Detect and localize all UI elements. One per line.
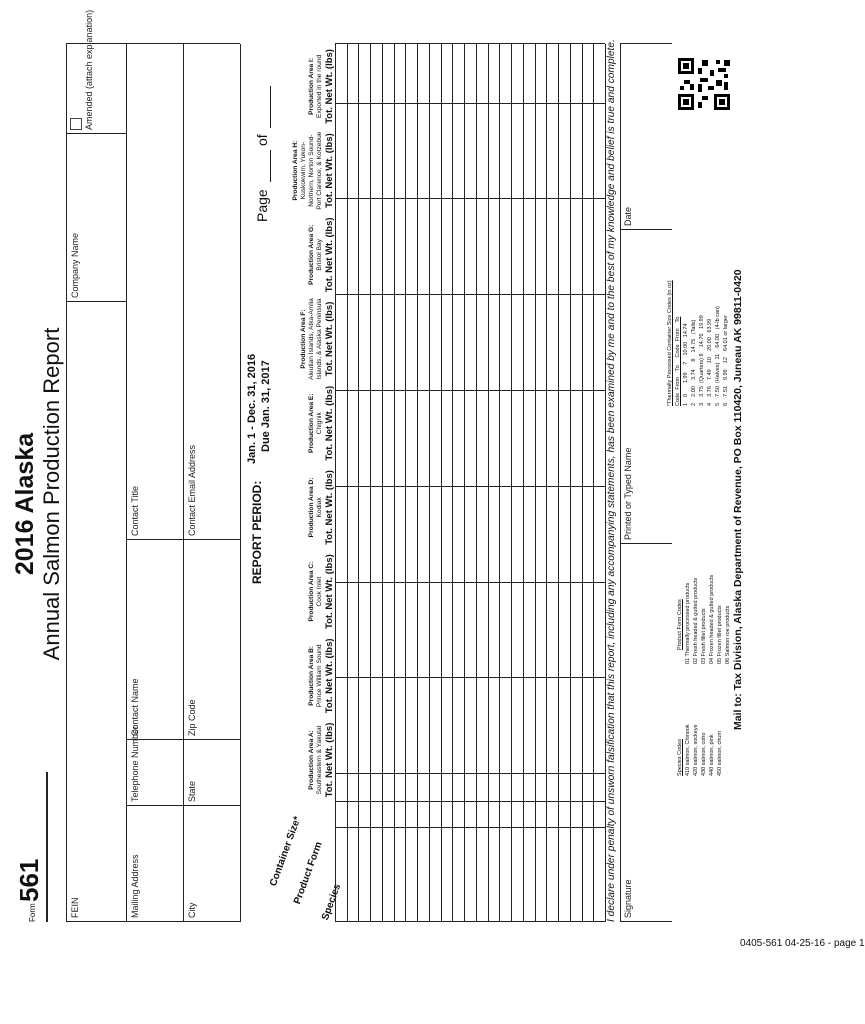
production-area-header: [164, 465, 334, 549]
contact-email-label: Contact Email Address: [187, 444, 197, 536]
species-header: Species: [320, 882, 344, 922]
species-code-item: 410 salmon, Chinook: [685, 724, 691, 776]
table-row-line: [535, 44, 536, 922]
container-size-codes-legend: [666, 236, 730, 406]
production-area-name: Production Area C:: [308, 561, 315, 622]
species-code-item: 430 salmon, coho: [701, 732, 707, 776]
production-area-name: Production Area I:: [308, 57, 315, 115]
rotated-column-headers: [248, 792, 344, 922]
production-area-header: [164, 129, 334, 213]
total-net-weight-label: Tot. Net Wt. (lbs): [324, 49, 335, 124]
production-area-description: Kuskokwim, Yukon-Northern, Norton Sound-Port Clarence, & Kotzebue: [300, 131, 323, 210]
container-code-row: 1 0 1.99 7 10.00 14.74: [683, 323, 689, 406]
product-form-code-item: 06 Salmon roe products: [725, 605, 731, 664]
table-row-line: [335, 44, 336, 922]
form-number: 561: [14, 858, 44, 902]
table-row-line: [394, 44, 395, 922]
table-row-line: [429, 44, 430, 922]
table-row-line: [593, 44, 594, 922]
total-net-weight-label: Tot. Net Wt. (lbs): [324, 470, 335, 545]
total-net-weight-label: Tot. Net Wt. (lbs): [324, 217, 335, 293]
production-area-name: Production Area H:: [292, 140, 299, 201]
production-area-header: [164, 297, 334, 381]
qr-code-icon: [676, 56, 732, 112]
table-row-line: [488, 44, 489, 922]
production-area-description: Bristol Bay: [316, 239, 323, 271]
mailing-address-field[interactable]: [126, 806, 183, 922]
container-code-row: 5 7.50 (Halves) 11 64.00 (4-lb can): [715, 306, 721, 406]
printed-name-field[interactable]: [620, 230, 672, 544]
contact-title-label: Contact Title: [130, 485, 140, 536]
production-area-name: Production Area B:: [308, 645, 315, 706]
production-area-header: [164, 718, 334, 802]
date-label: Date: [623, 206, 633, 226]
product-form-code-item: 02 Fresh headed & gutted products: [693, 577, 699, 664]
table-row-line: [582, 44, 583, 922]
production-area-name: Production Area G:: [308, 224, 315, 285]
production-area-description: Aleutian Islands, Atka-Amlia Islands, & Alaska Peninsula: [308, 298, 323, 380]
production-area-name: Production Area D:: [308, 477, 315, 538]
table-column-line: [335, 773, 605, 774]
table-row-line: [417, 44, 418, 922]
signature-field[interactable]: [620, 544, 672, 922]
product-form-code-item: 04 Frozen headed & gutted products: [709, 574, 715, 664]
amended-label: Amended (attach explanation): [84, 9, 94, 130]
production-area-header: [164, 44, 334, 128]
table-column-line: [335, 582, 605, 583]
form-footer: 0405-561 04-25-16 - page 1: [740, 938, 865, 949]
production-area-name: Production Area A:: [308, 730, 315, 790]
table-row-line: [441, 44, 442, 922]
printed-name-label: Printed or Typed Name: [623, 447, 633, 540]
species-code-item: 450 salmon, chum: [717, 731, 723, 776]
city-label: City: [187, 902, 197, 918]
product-form-codes-legend: [676, 504, 732, 664]
container-codes-header: Code From To Code From To: [675, 316, 681, 406]
product-form-codes-title: Product Form Codes: [677, 599, 683, 650]
production-area-description: Southeastern & Yakutat: [316, 725, 323, 795]
table-row-line: [358, 44, 359, 922]
total-net-weight-label: Tot. Net Wt. (lbs): [324, 133, 335, 208]
production-area-header: [164, 634, 334, 718]
table-column-line: [335, 801, 605, 802]
table-row-line: [370, 44, 371, 922]
fein-label: FEIN: [70, 897, 80, 918]
table-row-line: [558, 44, 559, 922]
table-column-line: [335, 43, 605, 44]
species-code-item: 420 salmon, sockeye: [693, 724, 699, 776]
production-area-description: Exported in the round: [316, 54, 323, 118]
table-column-line: [335, 486, 605, 487]
product-form-code-item: 05 Frozen fillet products: [717, 605, 723, 664]
container-code-row: 6 7.51 9.99 12 64.01 or larger: [723, 315, 729, 406]
total-net-weight-label: Tot. Net Wt. (lbs): [324, 385, 335, 461]
table-row-line: [546, 44, 547, 922]
table-column-line: [335, 103, 605, 104]
company-name-field[interactable]: [66, 134, 126, 302]
table-row-line: [499, 44, 500, 922]
total-net-weight-label: Tot. Net Wt. (lbs): [324, 638, 335, 714]
production-area-header: [164, 381, 334, 465]
of-word: of: [254, 134, 270, 146]
container-size-header: Container Size*: [268, 815, 304, 888]
production-area-description: Prince William Sound: [316, 644, 323, 708]
table-row-line: [570, 44, 571, 922]
table-row-line: [464, 44, 465, 922]
table-column-line: [335, 294, 605, 295]
form-word: Form: [28, 903, 37, 922]
table-column-line: [335, 921, 605, 922]
product-form-header: Product Form: [292, 840, 325, 906]
table-column-line: [335, 677, 605, 678]
production-area-description: Kodiak: [316, 497, 323, 518]
production-area-description: Cook Inlet: [316, 576, 323, 607]
production-area-name: Production Area F:: [300, 309, 307, 369]
table-row-line: [523, 44, 524, 922]
due-date: Due Jan. 31, 2017: [260, 360, 272, 452]
table-row-line: [347, 44, 348, 922]
production-area-description: Chignik: [316, 412, 323, 435]
production-area-header: [164, 550, 334, 634]
species-code-item: 440 salmon, pink: [709, 734, 715, 776]
table-row-line: [511, 44, 512, 922]
product-form-code-item: 03 Fresh fillet products: [701, 608, 707, 664]
product-form-code-item: 01 Thermally processed products: [685, 582, 691, 664]
report-period-label: REPORT PERIOD:: [250, 480, 264, 584]
species-codes-title: Species Codes: [677, 739, 683, 776]
fein-field[interactable]: [66, 302, 126, 922]
telephone-label: Telephone Number: [130, 725, 140, 802]
page-word: Page: [254, 189, 270, 222]
table-row-line: [452, 44, 453, 922]
zip-code-label: Zip Code: [187, 699, 197, 736]
table-column-line: [335, 390, 605, 391]
page-title: Annual Salmon Production Report: [39, 327, 64, 661]
report-period-range: Jan. 1 - Dec. 31, 2016: [246, 353, 258, 464]
total-net-weight-label: Tot. Net Wt. (lbs): [324, 301, 335, 377]
state-label: State: [187, 780, 197, 802]
company-name-label: Company Name: [70, 232, 80, 298]
mailing-address-label: Mailing Address: [130, 854, 140, 918]
mail-to-address: Mail to: Tax Division, Alaska Department of Revenue, PO Box 110420, Juneau AK 99811-0420: [732, 269, 744, 730]
container-codes-title: *Thermally Processed Container Size Codes (in oz): [667, 280, 673, 406]
container-code-row: 3 3.75 (Quarters) 9 14.76 19.99: [699, 315, 705, 406]
production-area-header: [164, 213, 334, 297]
title-line-1: 2016 Alaska: [11, 432, 39, 576]
date-field[interactable]: [620, 44, 672, 230]
form-number-rule: [46, 772, 48, 922]
container-code-row: 2 2.00 3.74 8 14.75 (Talls): [691, 319, 697, 406]
table-column-line: [335, 827, 605, 828]
declaration-text: I declare under penalty of unsworn falsification that this report, including any accompanying statements, has been examined by me and to the best of my knowledge and belief is true and complete.: [606, 39, 617, 922]
table-column-line: [335, 198, 605, 199]
contact-name-label: Contact Name: [130, 678, 140, 736]
signature-label: Signature: [623, 879, 633, 918]
species-codes-legend: [676, 686, 724, 776]
total-net-weight-label: Tot. Net Wt. (lbs): [324, 722, 335, 798]
table-row-line: [382, 44, 383, 922]
total-net-weight-label: Tot. Net Wt. (lbs): [324, 554, 335, 629]
amended-checkbox[interactable]: [70, 118, 82, 130]
container-code-row: 4 3.76 7.49 10 20.00 63.99: [707, 318, 713, 406]
table-row-line: [405, 44, 406, 922]
table-row-line: [476, 44, 477, 922]
city-field[interactable]: [183, 806, 240, 922]
production-area-name: Production Area E:: [308, 393, 315, 453]
